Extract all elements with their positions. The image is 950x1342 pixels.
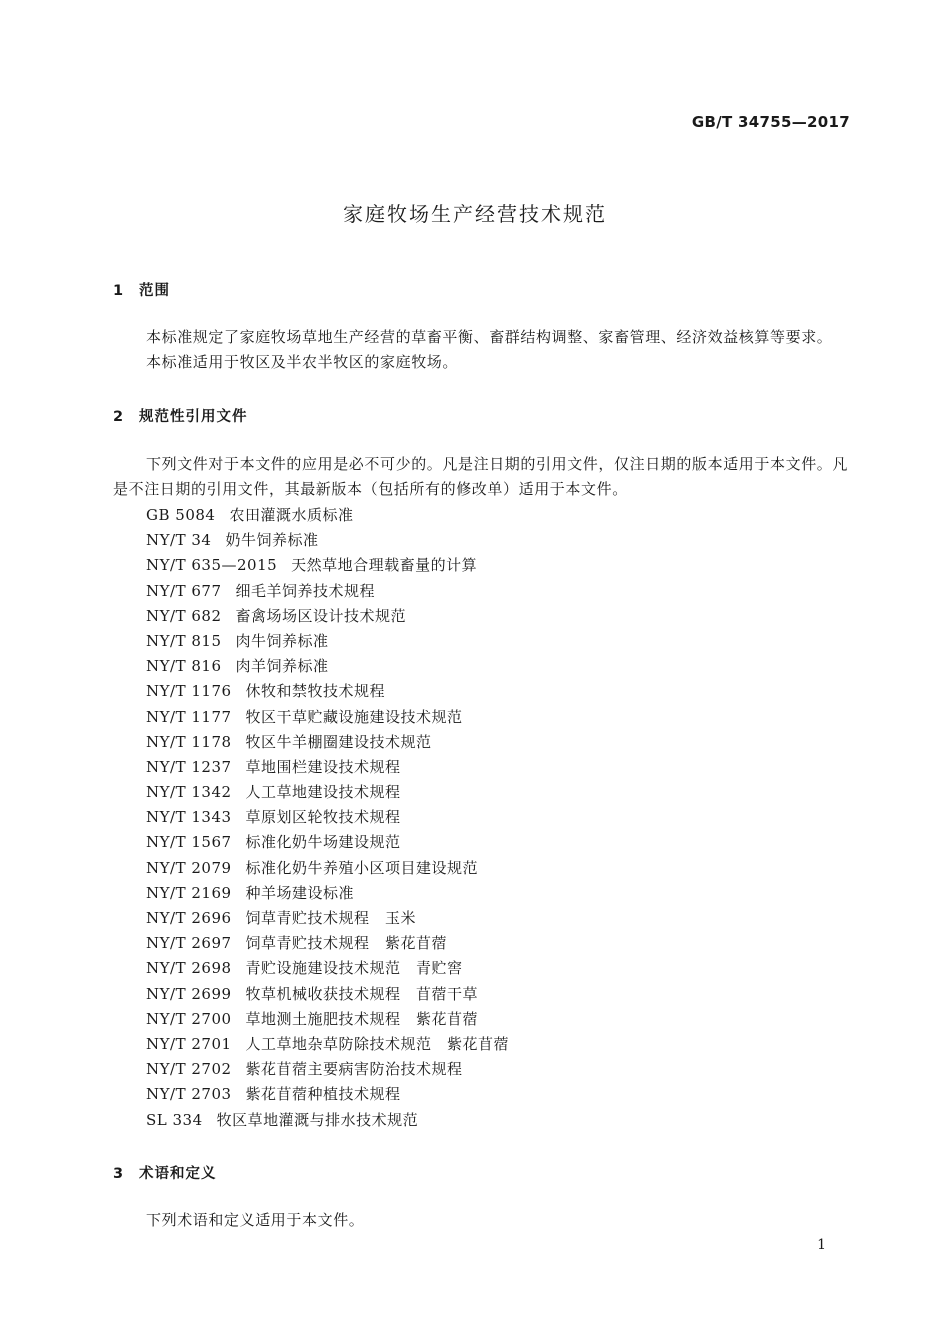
section-title: 范围 (139, 283, 170, 299)
section-title: 规范性引用文件 (139, 409, 248, 425)
reference-title: 紫花苜蓿种植技术规程 (245, 1085, 401, 1104)
section-heading-normative-references (113, 405, 248, 426)
page-number: 1 (817, 1237, 826, 1253)
reference-title: 标准化奶牛养殖小区项目建设规范 (245, 858, 479, 877)
reference-code: NY/T 2698 (146, 959, 232, 978)
reference-item (146, 906, 509, 931)
reference-code: NY/T 2701 (146, 1034, 232, 1053)
reference-title: 饲草青贮技术规程 紫花苜蓿 (245, 934, 448, 953)
reference-title: 草原划区轮牧技术规程 (245, 808, 401, 827)
reference-item (146, 629, 509, 654)
reference-code: NY/T 1342 (146, 783, 232, 802)
reference-title: 牧区草地灌溉与排水技术规范 (216, 1110, 419, 1129)
reference-item (146, 956, 509, 981)
reference-item (146, 1108, 509, 1133)
reference-title: 奶牛饲养标准 (225, 531, 319, 550)
section-heading-scope (113, 279, 170, 300)
references-intro: 下列文件对于本文件的应用是必不可少的。凡是注日期的引用文件，仅注日期的版本适用于本文件。凡是不注日期的引用文件，其最新版本（包括所有的修改单）适用于本文件。 (113, 455, 849, 498)
reference-title: 天然草地合理载畜量的计算 (291, 556, 478, 575)
reference-item (146, 730, 509, 755)
reference-item (146, 553, 509, 578)
reference-title: 人工草地杂草防除技术规范 紫花苜蓿 (245, 1034, 510, 1053)
reference-code: NY/T 1567 (146, 833, 232, 852)
reference-title: 牧区干草贮藏设施建设技术规范 (245, 707, 463, 726)
reference-code: NY/T 1178 (146, 732, 232, 751)
reference-title: 牧区牛羊棚圈建设技术规范 (245, 732, 432, 751)
reference-code: NY/T 1343 (146, 808, 232, 827)
reference-item (146, 931, 509, 956)
terms-intro: 下列术语和定义适用于本文件。 (146, 1211, 365, 1229)
reference-item (146, 1082, 509, 1107)
reference-code: NY/T 2079 (146, 858, 232, 877)
reference-item (146, 830, 509, 855)
reference-title: 畜禽场场区设计技术规范 (235, 606, 406, 625)
section-heading-terms (113, 1162, 217, 1183)
reference-code: NY/T 1177 (146, 707, 232, 726)
section-number: 1 (113, 283, 125, 299)
reference-code: NY/T 34 (146, 531, 212, 550)
reference-code: NY/T 2702 (146, 1060, 232, 1079)
scope-paragraph-1: 本标准规定了家庭牧场草地生产经营的草畜平衡、畜群结构调整、家畜管理、经济效益核算等要求。 (146, 328, 833, 346)
reference-item (146, 528, 509, 553)
reference-code: NY/T 635—2015 (146, 556, 278, 575)
reference-title: 肉牛饲养标准 (235, 631, 329, 650)
reference-title: 牧草机械收获技术规程 苜蓿干草 (245, 984, 479, 1003)
reference-title: 农田灌溉水质标准 (229, 506, 354, 524)
reference-title: 细毛羊饲养技术规程 (235, 581, 375, 600)
section-number: 3 (113, 1166, 125, 1182)
reference-code: NY/T 816 (146, 657, 222, 676)
section-title: 术语和定义 (139, 1166, 217, 1182)
standard-number: GB/T 34755—2017 (691, 113, 850, 131)
reference-item (146, 679, 509, 704)
reference-item (146, 654, 509, 679)
reference-item (146, 881, 509, 906)
reference-code: NY/T 1176 (146, 682, 232, 701)
reference-code: SL 334 (146, 1110, 203, 1129)
reference-item (146, 503, 509, 528)
reference-title: 休牧和禁牧技术规程 (245, 682, 386, 701)
reference-item (146, 1007, 509, 1032)
reference-title: 种羊场建设标准 (245, 883, 355, 902)
reference-item (146, 805, 509, 830)
reference-title: 人工草地建设技术规程 (245, 783, 401, 802)
reference-title: 紫花苜蓿主要病害防治技术规程 (245, 1060, 463, 1079)
reference-code: NY/T 2700 (146, 1009, 232, 1028)
document-title: 家庭牧场生产经营技术规范 (343, 202, 607, 226)
reference-item (146, 579, 509, 604)
section-number: 2 (113, 409, 125, 425)
reference-item (146, 1057, 509, 1082)
reference-title: 饲草青贮技术规程 玉米 (245, 909, 417, 927)
reference-code: NY/T 2703 (146, 1085, 232, 1104)
reference-code: NY/T 2697 (146, 934, 232, 953)
reference-code: NY/T 1237 (146, 757, 232, 776)
reference-code: NY/T 2699 (146, 984, 232, 1003)
reference-title: 标准化奶牛场建设规范 (245, 833, 401, 852)
reference-code: NY/T 677 (146, 581, 222, 600)
reference-item (146, 856, 509, 881)
reference-list (146, 503, 509, 1133)
reference-code: GB 5084 (146, 506, 216, 524)
reference-code: NY/T 2169 (146, 883, 232, 902)
reference-title: 草地围栏建设技术规程 (245, 757, 401, 776)
reference-item (146, 780, 509, 805)
reference-title: 草地测土施肥技术规程 紫花苜蓿 (245, 1009, 479, 1028)
reference-item (146, 1032, 509, 1057)
reference-item (146, 982, 509, 1007)
scope-paragraph-2: 本标准适用于牧区及半农半牧区的家庭牧场。 (146, 353, 459, 371)
reference-code: NY/T 2696 (146, 909, 232, 927)
reference-title: 肉羊饲养标准 (235, 657, 329, 676)
reference-item (146, 755, 509, 780)
reference-title: 青贮设施建设技术规范 青贮窖 (245, 959, 463, 978)
reference-item (146, 705, 509, 730)
reference-code: NY/T 682 (146, 606, 222, 625)
reference-code: NY/T 815 (146, 631, 222, 650)
reference-item (146, 604, 509, 629)
